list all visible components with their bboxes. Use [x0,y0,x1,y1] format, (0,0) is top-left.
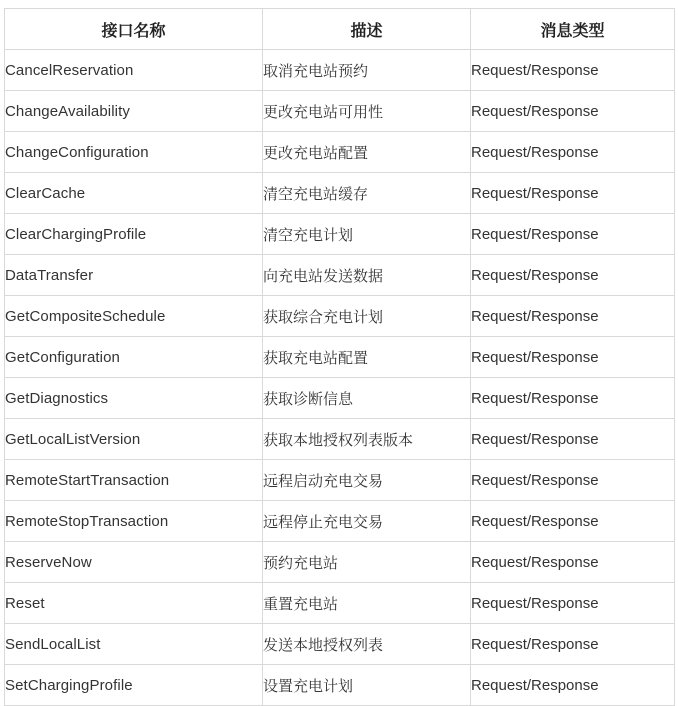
table-header [5,9,675,50]
cell-description: 获取诊断信息 [263,378,471,419]
cell-message-type: Request/Response [471,337,675,378]
table-row [5,91,675,132]
cell-interface-name: RemoteStartTransaction [5,460,263,501]
cell-description: 更改充电站可用性 [263,91,471,132]
cell-message-type: Request/Response [471,501,675,542]
table-row [5,665,675,706]
cell-message-type: Request/Response [471,214,675,255]
cell-message-type: Request/Response [471,460,675,501]
cell-description: 获取充电站配置 [263,337,471,378]
cell-description: 更改充电站配置 [263,132,471,173]
cell-interface-name: SendLocalList [5,624,263,665]
cell-description: 清空充电站缓存 [263,173,471,214]
cell-message-type: Request/Response [471,173,675,214]
cell-message-type: Request/Response [471,91,675,132]
cell-message-type: Request/Response [471,378,675,419]
cell-interface-name: GetDiagnostics [5,378,263,419]
cell-interface-name: GetConfiguration [5,337,263,378]
cell-description: 取消充电站预约 [263,50,471,91]
cell-description: 重置充电站 [263,583,471,624]
table-header-row [5,9,675,50]
cell-interface-name: DataTransfer [5,255,263,296]
table-row [5,419,675,460]
cell-interface-name: ChangeAvailability [5,91,263,132]
cell-description: 向充电站发送数据 [263,255,471,296]
cell-interface-name: ReserveNow [5,542,263,583]
cell-interface-name: GetLocalListVersion [5,419,263,460]
cell-interface-name: ClearChargingProfile [5,214,263,255]
table-body [5,50,675,706]
cell-description: 设置充电计划 [263,665,471,706]
table-row [5,214,675,255]
cell-message-type: Request/Response [471,583,675,624]
cell-message-type: Request/Response [471,542,675,583]
table-row [5,583,675,624]
table-row [5,50,675,91]
cell-message-type: Request/Response [471,296,675,337]
cell-interface-name: GetCompositeSchedule [5,296,263,337]
column-header-description: 描述 [263,9,471,50]
column-header-interface-name: 接口名称 [5,9,263,50]
cell-interface-name: Reset [5,583,263,624]
cell-message-type: Request/Response [471,132,675,173]
table-row [5,296,675,337]
cell-message-type: Request/Response [471,624,675,665]
cell-description: 获取综合充电计划 [263,296,471,337]
table-row [5,132,675,173]
cell-message-type: Request/Response [471,50,675,91]
cell-description: 获取本地授权列表版本 [263,419,471,460]
cell-message-type: Request/Response [471,665,675,706]
table-row [5,624,675,665]
table-row [5,255,675,296]
table-row [5,542,675,583]
column-header-message-type: 消息类型 [471,9,675,50]
cell-description: 清空充电计划 [263,214,471,255]
cell-interface-name: ChangeConfiguration [5,132,263,173]
cell-description: 远程启动充电交易 [263,460,471,501]
cell-interface-name: CancelReservation [5,50,263,91]
table-row [5,460,675,501]
cell-description: 远程停止充电交易 [263,501,471,542]
api-interface-table [4,8,675,706]
cell-interface-name: ClearCache [5,173,263,214]
cell-interface-name: RemoteStopTransaction [5,501,263,542]
table-row [5,378,675,419]
cell-message-type: Request/Response [471,419,675,460]
cell-message-type: Request/Response [471,255,675,296]
table-row [5,501,675,542]
cell-interface-name: SetChargingProfile [5,665,263,706]
cell-description: 预约充电站 [263,542,471,583]
table-row [5,337,675,378]
cell-description: 发送本地授权列表 [263,624,471,665]
table-row [5,173,675,214]
